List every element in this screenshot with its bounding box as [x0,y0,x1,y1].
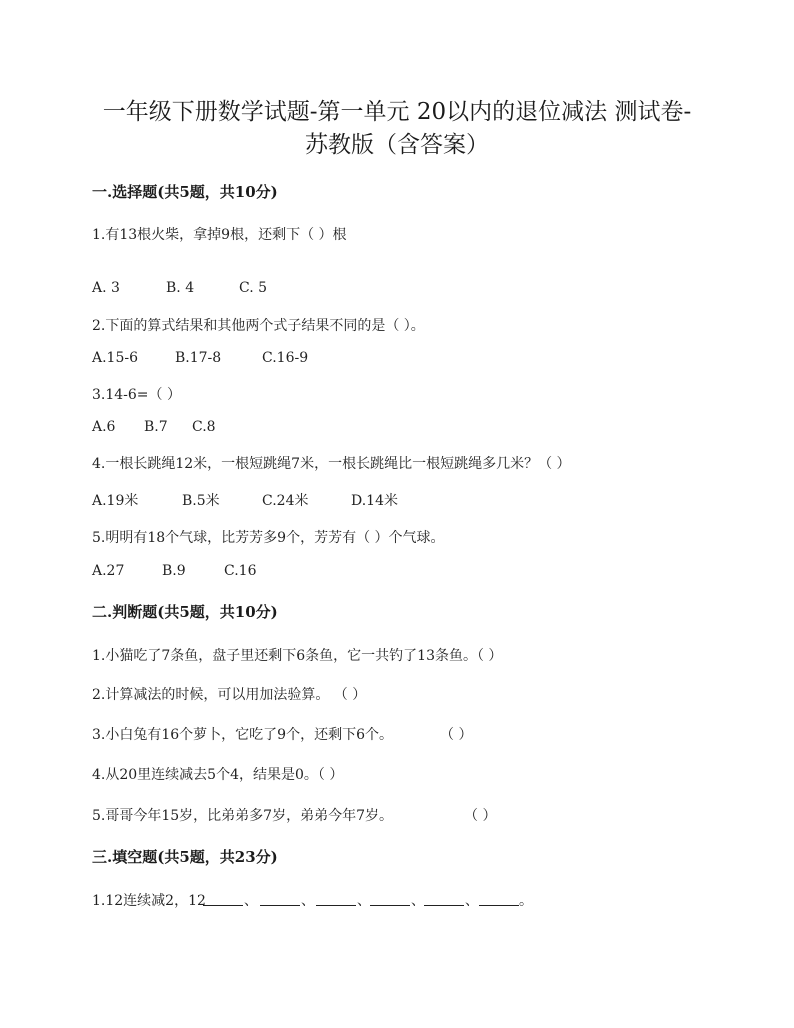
choice-3-option-b: B.7 [144,419,168,435]
choice-question-1: 1.有13根火柴，拿掉9根，还剩下（ ）根 [92,227,347,243]
fill-1-separator: 、 [411,893,425,909]
fill-1-blank-1 [203,905,243,906]
choice-question-4: 4.一根长跳绳12米，一根短跳绳7米，一根长跳绳比一根短跳绳多几米？（ ） [92,456,571,472]
choice-4-option-a: A.19米 [92,493,139,509]
judge-question-5: 5.哥哥今年15岁，比弟弟多7岁，弟弟今年7岁。 [92,808,393,824]
judge-question-1: 1.小猫吃了7条鱼，盘子里还剩下6条鱼，它一共钓了13条鱼。（ ） [92,648,503,664]
section-heading-choice: 一.选择题(共5题，共10分) [92,183,278,201]
judge-question-2: 2.计算减法的时候，可以用加法验算。 （ ） [92,687,367,703]
fill-1-blank-3 [316,905,356,906]
choice-3-option-c: C.8 [192,419,216,435]
choice-3-option-a: A.6 [92,419,116,435]
fill-1-separator: 、 [357,893,371,909]
fill-1-separator: 、 [301,893,315,909]
fill-question-1: 1.12连续减2，12 [92,893,206,909]
choice-4-option-d: D.14米 [351,493,398,509]
choice-2-option-c: C.16-9 [262,350,309,366]
judge-question-4: 4.从20里连续减去5个4，结果是0。（ ） [92,767,344,783]
fill-1-blank-6 [479,905,519,906]
choice-1-option-b: B. 4 [166,280,195,296]
choice-question-3: 3.14-6=（ ） [92,387,181,403]
choice-5-option-c: C.16 [224,563,257,579]
choice-5-option-b: B.9 [162,563,186,579]
choice-question-5: 5.明明有18个气球，比芳芳多9个，芳芳有（ ）个气球。 [92,530,445,546]
choice-1-option-c: C. 5 [239,280,268,296]
choice-4-option-b: B.5米 [182,493,220,509]
choice-4-option-c: C.24米 [262,493,309,509]
fill-1-blank-5 [424,905,464,906]
judge-3-answer-paren: （ ） [440,727,473,743]
choice-question-2: 2.下面的算式结果和其他两个式子结果不同的是（ ）。 [92,318,425,334]
fill-1-separator: 、 [465,893,479,909]
judge-5-answer-paren: （ ） [464,808,497,824]
document-title-line2: 苏教版（含答案） [305,132,489,158]
judge-question-3: 3.小白兔有16个萝卜，它吃了9个，还剩下6个。 [92,727,393,743]
section-heading-fill: 三.填空题(共5题，共23分) [92,848,278,866]
fill-1-separator: 、 [244,893,258,909]
fill-1-blank-4 [370,905,410,906]
fill-1-end-mark: 。 [519,893,533,909]
choice-5-option-a: A.27 [92,563,125,579]
fill-1-blank-2 [260,905,300,906]
section-heading-judge: 二.判断题(共5题，共10分) [92,603,278,621]
document-title-line1: 一年级下册数学试题-第一单元 20以内的退位减法 测试卷- [102,99,692,125]
choice-2-option-b: B.17-8 [175,350,222,366]
choice-1-option-a: A. 3 [92,280,120,296]
choice-2-option-a: A.15-6 [92,350,139,366]
